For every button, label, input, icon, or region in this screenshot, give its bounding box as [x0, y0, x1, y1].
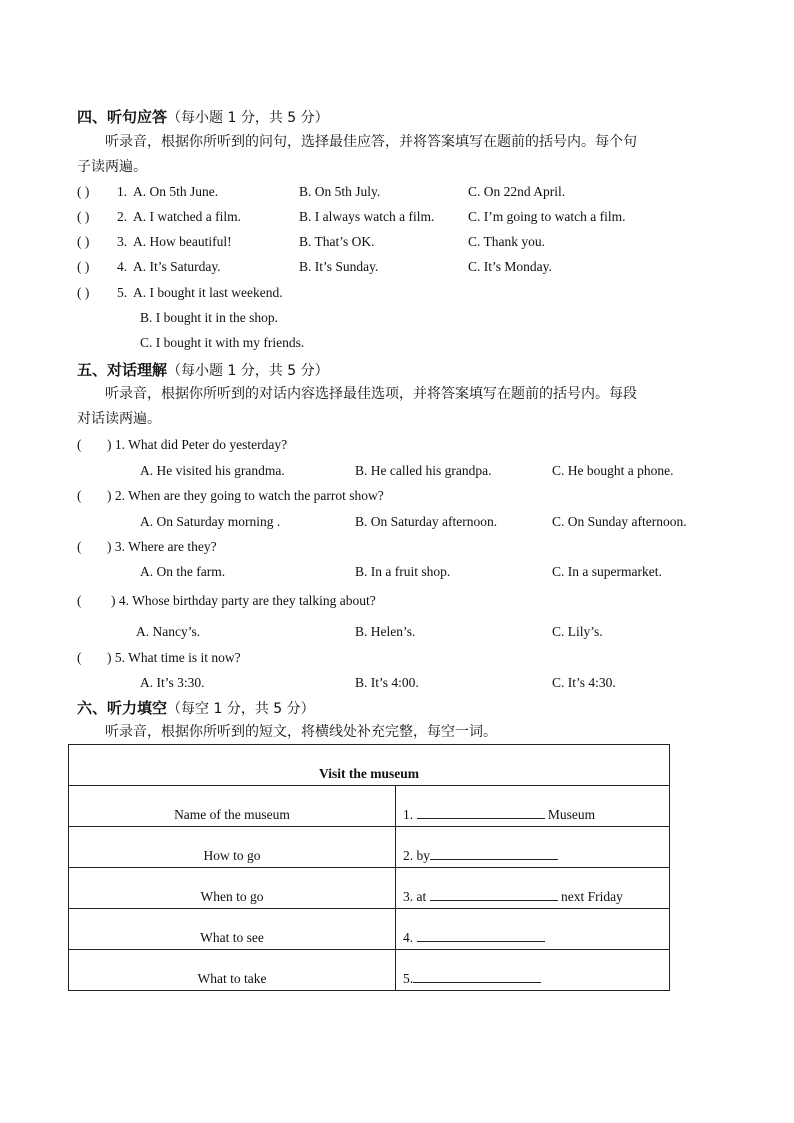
answer-bracket[interactable]: ( — [77, 650, 82, 665]
option-b: B. On 5th July. — [299, 184, 381, 199]
option-c: C. Thank you. — [468, 234, 545, 249]
option-c: C. On 22nd April. — [468, 184, 566, 199]
row-label: Name of the museum — [69, 786, 396, 827]
table-title: Visit the museum — [69, 745, 670, 786]
option-c: C. Lily’s. — [552, 624, 603, 639]
option-a: A. On Saturday morning . — [140, 514, 281, 529]
row-prefix: 4. — [403, 930, 414, 945]
section6-title: 六、听力填空 — [77, 699, 168, 717]
section5-instruction-line2: 对话读两遍。 — [77, 411, 161, 427]
answer-bracket[interactable]: ( — [77, 437, 82, 452]
question-text: ) 4. Whose birthday party are they talking about? — [111, 593, 376, 608]
option-b: B. I always watch a film. — [299, 209, 435, 224]
option-a: A. How beautiful! — [133, 234, 232, 249]
option-c: C. It’s 4:30. — [552, 675, 616, 690]
answer-blank[interactable] — [413, 970, 541, 983]
option-b: B. I bought it in the shop. — [140, 310, 278, 325]
question-number: 3. — [117, 234, 128, 249]
answer-bracket[interactable]: ( ) — [77, 234, 90, 249]
row-prefix: 1. — [403, 807, 414, 822]
answer-bracket[interactable]: ( — [77, 593, 82, 608]
answer-bracket[interactable]: ( — [77, 539, 82, 554]
option-c: C. In a supermarket. — [552, 564, 662, 579]
row-label: What to take — [69, 950, 396, 991]
row-prefix: 2. by — [403, 848, 430, 863]
option-a: A. It’s 3:30. — [140, 675, 205, 690]
question-text: ) 5. What time is it now? — [107, 650, 241, 665]
option-a: A. It’s Saturday. — [133, 259, 221, 274]
row-prefix: 3. at — [403, 889, 427, 904]
museum-table — [68, 744, 670, 991]
section6-instruction: 听录音，根据你所听到的短文，将横线处补充完整，每空一词。 — [105, 724, 497, 740]
section6-note: （每空 1 分，共 5 分） — [167, 701, 315, 717]
question-number: 2. — [117, 209, 128, 224]
option-b: B. He called his grandpa. — [355, 463, 492, 478]
table-row — [69, 950, 670, 991]
row-answer — [396, 827, 670, 868]
row-prefix: 5. — [403, 971, 414, 986]
option-a: A. On 5th June. — [133, 184, 219, 199]
question-number: 1. — [117, 184, 128, 199]
option-c: C. He bought a phone. — [552, 463, 674, 478]
table-row — [69, 909, 670, 950]
section6-heading — [77, 697, 315, 718]
option-a: A. I bought it last weekend. — [133, 285, 283, 300]
row-suffix: Museum — [547, 807, 596, 822]
row-label: When to go — [69, 868, 396, 909]
table-row — [69, 827, 670, 868]
section5-title: 五、对话理解 — [77, 361, 168, 379]
option-a: A. On the farm. — [140, 564, 226, 579]
answer-blank[interactable] — [430, 847, 558, 860]
table-row — [69, 786, 670, 827]
question-number: 4. — [117, 259, 128, 274]
option-c: C. It’s Monday. — [468, 259, 552, 274]
option-a: A. Nancy’s. — [136, 624, 201, 639]
section5-instruction-line1: 听录音，根据你所听到的对话内容选择最佳选项，并将答案填写在题前的括号内。每段 — [105, 386, 637, 402]
question-text: ) 3. Where are they? — [107, 539, 217, 554]
option-b: B. It’s Sunday. — [299, 259, 379, 274]
option-b: B. On Saturday afternoon. — [355, 514, 498, 529]
section4-heading — [77, 106, 329, 127]
answer-bracket[interactable]: ( — [77, 488, 82, 503]
option-b: B. That’s OK. — [299, 234, 375, 249]
row-answer — [396, 868, 670, 909]
row-label: What to see — [69, 909, 396, 950]
row-label: How to go — [69, 827, 396, 868]
option-b: B. In a fruit shop. — [355, 564, 451, 579]
section5-note: （每小题 1 分，共 5 分） — [167, 363, 329, 379]
table-row — [69, 868, 670, 909]
answer-blank[interactable] — [430, 888, 558, 901]
answer-bracket[interactable]: ( ) — [77, 259, 90, 274]
option-b: B. Helen’s. — [355, 624, 416, 639]
question-text: ) 2. When are they going to watch the parrot show? — [107, 488, 384, 503]
answer-blank[interactable] — [417, 806, 545, 819]
row-answer — [396, 950, 670, 991]
question-number: 5. — [117, 285, 128, 300]
option-a: A. I watched a film. — [133, 209, 241, 224]
section5-heading — [77, 359, 329, 380]
answer-bracket[interactable]: ( ) — [77, 209, 90, 224]
answer-bracket[interactable]: ( ) — [77, 285, 90, 300]
section4-title: 四、听句应答 — [77, 108, 168, 126]
row-answer — [396, 786, 670, 827]
option-b: B. It’s 4:00. — [355, 675, 419, 690]
row-suffix: next Friday — [561, 889, 623, 904]
section4-note: （每小题 1 分，共 5 分） — [167, 110, 329, 126]
answer-bracket[interactable]: ( ) — [77, 184, 90, 199]
option-c: C. On Sunday afternoon. — [552, 514, 687, 529]
section4-instruction-line2: 子读两遍。 — [77, 159, 147, 175]
question-text: ) 1. What did Peter do yesterday? — [107, 437, 288, 452]
option-a: A. He visited his grandma. — [140, 463, 285, 478]
answer-blank[interactable] — [417, 929, 545, 942]
option-c: C. I bought it with my friends. — [140, 335, 305, 350]
row-answer — [396, 909, 670, 950]
section4-instruction-line1: 听录音，根据你所听到的问句，选择最佳应答，并将答案填写在题前的括号内。每个句 — [105, 134, 637, 150]
option-c: C. I’m going to watch a film. — [468, 209, 626, 224]
